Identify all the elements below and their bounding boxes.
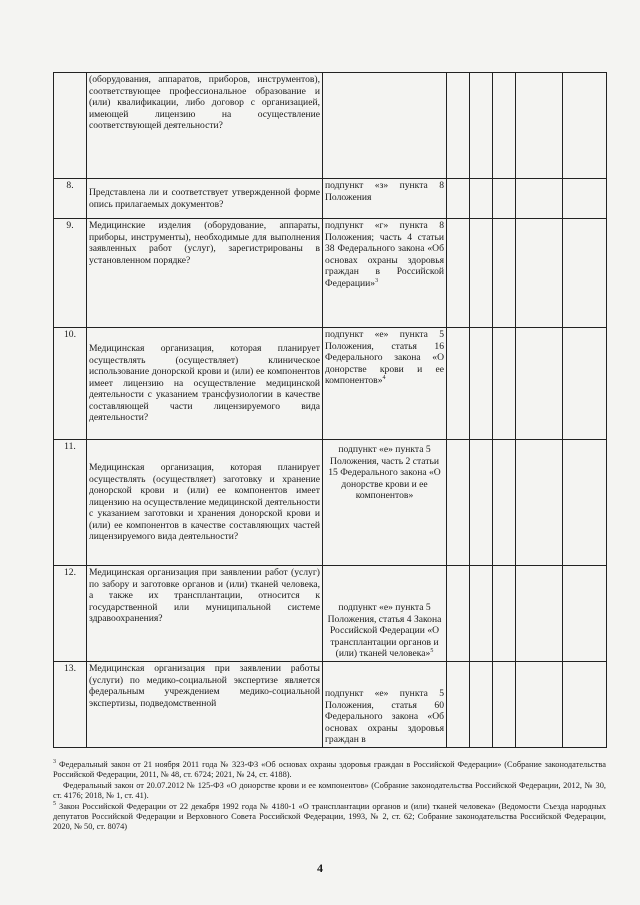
row-number	[54, 73, 87, 179]
question-cell: (оборудования, аппаратов, приборов, инструментов), соответствующее профессиональное образование и (или) квалификации, либо договор с организацией, имеющей лицензию на осуществление соответствующей деятельности?	[87, 73, 323, 179]
question-cell: Медицинская организация при заявлении работ (услуг) по забору и заготовке органов и (или) тканей человека, а также их трансплантации, относится к государственной или муниципальной системе здравоохранения?	[87, 566, 323, 662]
question-cell: Медицинская организация при заявлении работы (услуги) по медико-социальной экспертизе является федеральным учреждением медико-социальной экспертизы, подведомственной	[87, 662, 323, 748]
footnote	[53, 802, 606, 833]
row-number: 12.	[54, 566, 87, 662]
row-number: 9.	[54, 219, 87, 328]
answer-yes-cell	[447, 179, 470, 219]
answer-na-cell	[493, 328, 516, 440]
footnote-mark: 5	[430, 648, 434, 655]
note-cell	[516, 328, 563, 440]
reference-cell: подпункт «е» пункта 5 Положения, статья 60 Федерального закона «Об основах охраны здоровья граждан в	[323, 662, 447, 748]
footnote	[53, 781, 606, 802]
row-number: 13.	[54, 662, 87, 748]
answer-na-cell	[493, 219, 516, 328]
answer-no-cell	[470, 219, 493, 328]
answer-yes-cell	[447, 566, 470, 662]
answer-na-cell	[493, 566, 516, 662]
remark-cell	[563, 219, 607, 328]
question-cell: Медицинская организация, которая планирует осуществлять (осуществляет) заготовку и хранение донорской крови и (или) ее компонентов имеет лицензию на осуществление медицинской деятельности с указанием заготовки и хранения донорской крови и (или) ее компонентов в качестве составляющих частей лицензируемого вида деятельности?	[87, 440, 323, 566]
reference-cell	[323, 73, 447, 179]
table-row	[54, 73, 607, 179]
reference-text: подпункт «е» пункта 5 Положения, статья 16 Федерального закона «О донорстве крови и ее компонентов»	[325, 329, 444, 387]
footnote-mark: 5	[53, 800, 56, 807]
checklist-table	[53, 72, 607, 748]
remark-cell	[563, 566, 607, 662]
reference-cell: подпункт «з» пункта 8 Положения	[323, 179, 447, 219]
answer-no-cell	[470, 328, 493, 440]
answer-no-cell	[470, 73, 493, 179]
remark-cell	[563, 328, 607, 440]
table-row	[54, 179, 607, 219]
page-number: 4	[317, 861, 323, 875]
answer-yes-cell	[447, 328, 470, 440]
table-row	[54, 566, 607, 662]
table-row	[54, 328, 607, 440]
answer-yes-cell	[447, 73, 470, 179]
answer-na-cell	[493, 662, 516, 748]
note-cell	[516, 73, 563, 179]
answer-no-cell	[470, 179, 493, 219]
reference-cell: подпункт «е» пункта 5 Положения, часть 2 статьи 15 Федерального закона «О донорстве крови и ее компонентов»	[323, 440, 447, 566]
remark-cell	[563, 179, 607, 219]
footnote	[53, 760, 606, 781]
table-row	[54, 219, 607, 328]
note-cell	[516, 219, 563, 328]
answer-no-cell	[470, 566, 493, 662]
row-number: 10.	[54, 328, 87, 440]
footnote-mark: 3	[375, 277, 379, 284]
reference-text: подпункт «е» пункта 5 Положения, статья 4 Закона Российской Федерации «О трансплантации органов и (или) тканей человека»	[327, 602, 442, 660]
answer-na-cell	[493, 73, 516, 179]
answer-yes-cell	[447, 440, 470, 566]
question-cell: Медицинская организация, которая планирует осуществлять (осуществляет) клиническое использование донорской крови и (или) ее компонентов имеет лицензию на осуществление медицинской деятельности с указанием трансфузиологии в качестве составляющей части лицензируемого вида деятельности?	[87, 328, 323, 440]
note-cell	[516, 179, 563, 219]
row-number: 8.	[54, 179, 87, 219]
footnote-text: Закон Российской Федерации от 22 декабря 1992 года № 4180-1 «О трансплантации органов и (или) тканей человека» (Ведомости Съезда народных депутатов Российской Федерации и Верховного Совета Российской Федерации, 1993, № 2, ст. 62; Собрание законодательства Российской Федерации, 2020, № 50, ст. 8074)	[53, 801, 607, 832]
remark-cell	[563, 440, 607, 566]
question-cell: Представлена ли и соответствует утвержденной форме опись прилагаемых документов?	[87, 179, 323, 219]
remark-cell	[563, 73, 607, 179]
row-number: 11.	[54, 440, 87, 566]
answer-yes-cell	[447, 219, 470, 328]
footnote-mark: 3	[53, 759, 56, 766]
note-cell	[516, 440, 563, 566]
reference-cell	[323, 566, 447, 662]
note-cell	[516, 662, 563, 748]
reference-cell	[323, 328, 447, 440]
remark-cell	[563, 662, 607, 748]
answer-no-cell	[470, 440, 493, 566]
answer-no-cell	[470, 662, 493, 748]
answer-na-cell	[493, 440, 516, 566]
footnote-text: Федеральный закон от 21 ноября 2011 года № 323-ФЗ «Об основах охраны здоровья граждан в Российской Федерации» (Собрание законодательства Российской Федерации, 2011, № 48, ст. 6724; 2021, № 24, ст. 4188).	[53, 760, 606, 780]
footnotes	[53, 760, 606, 833]
footnote-text: Федеральный закон от 20.07.2012 № 125-ФЗ «О донорстве крови и ее компонентов» (Собрание законодательства Российской Федерации, 2012, № 30, ст. 4176; 2018, № 1, ст. 41).	[53, 780, 606, 801]
answer-yes-cell	[447, 662, 470, 748]
footnote-mark: 4	[382, 375, 386, 382]
reference-cell	[323, 219, 447, 328]
question-cell: Медицинские изделия (оборудование, аппараты, приборы, инструменты), необходимые для выполнения заявленных работ (услуг), зарегистрированы в установленном порядке?	[87, 219, 323, 328]
reference-text: подпункт «г» пункта 8 Положения; часть 4 статьи 38 Федерального закона «Об основах охраны здоровья граждан в Российской Федерации»	[325, 220, 444, 289]
note-cell	[516, 566, 563, 662]
table-row	[54, 662, 607, 748]
answer-na-cell	[493, 179, 516, 219]
table-row	[54, 440, 607, 566]
